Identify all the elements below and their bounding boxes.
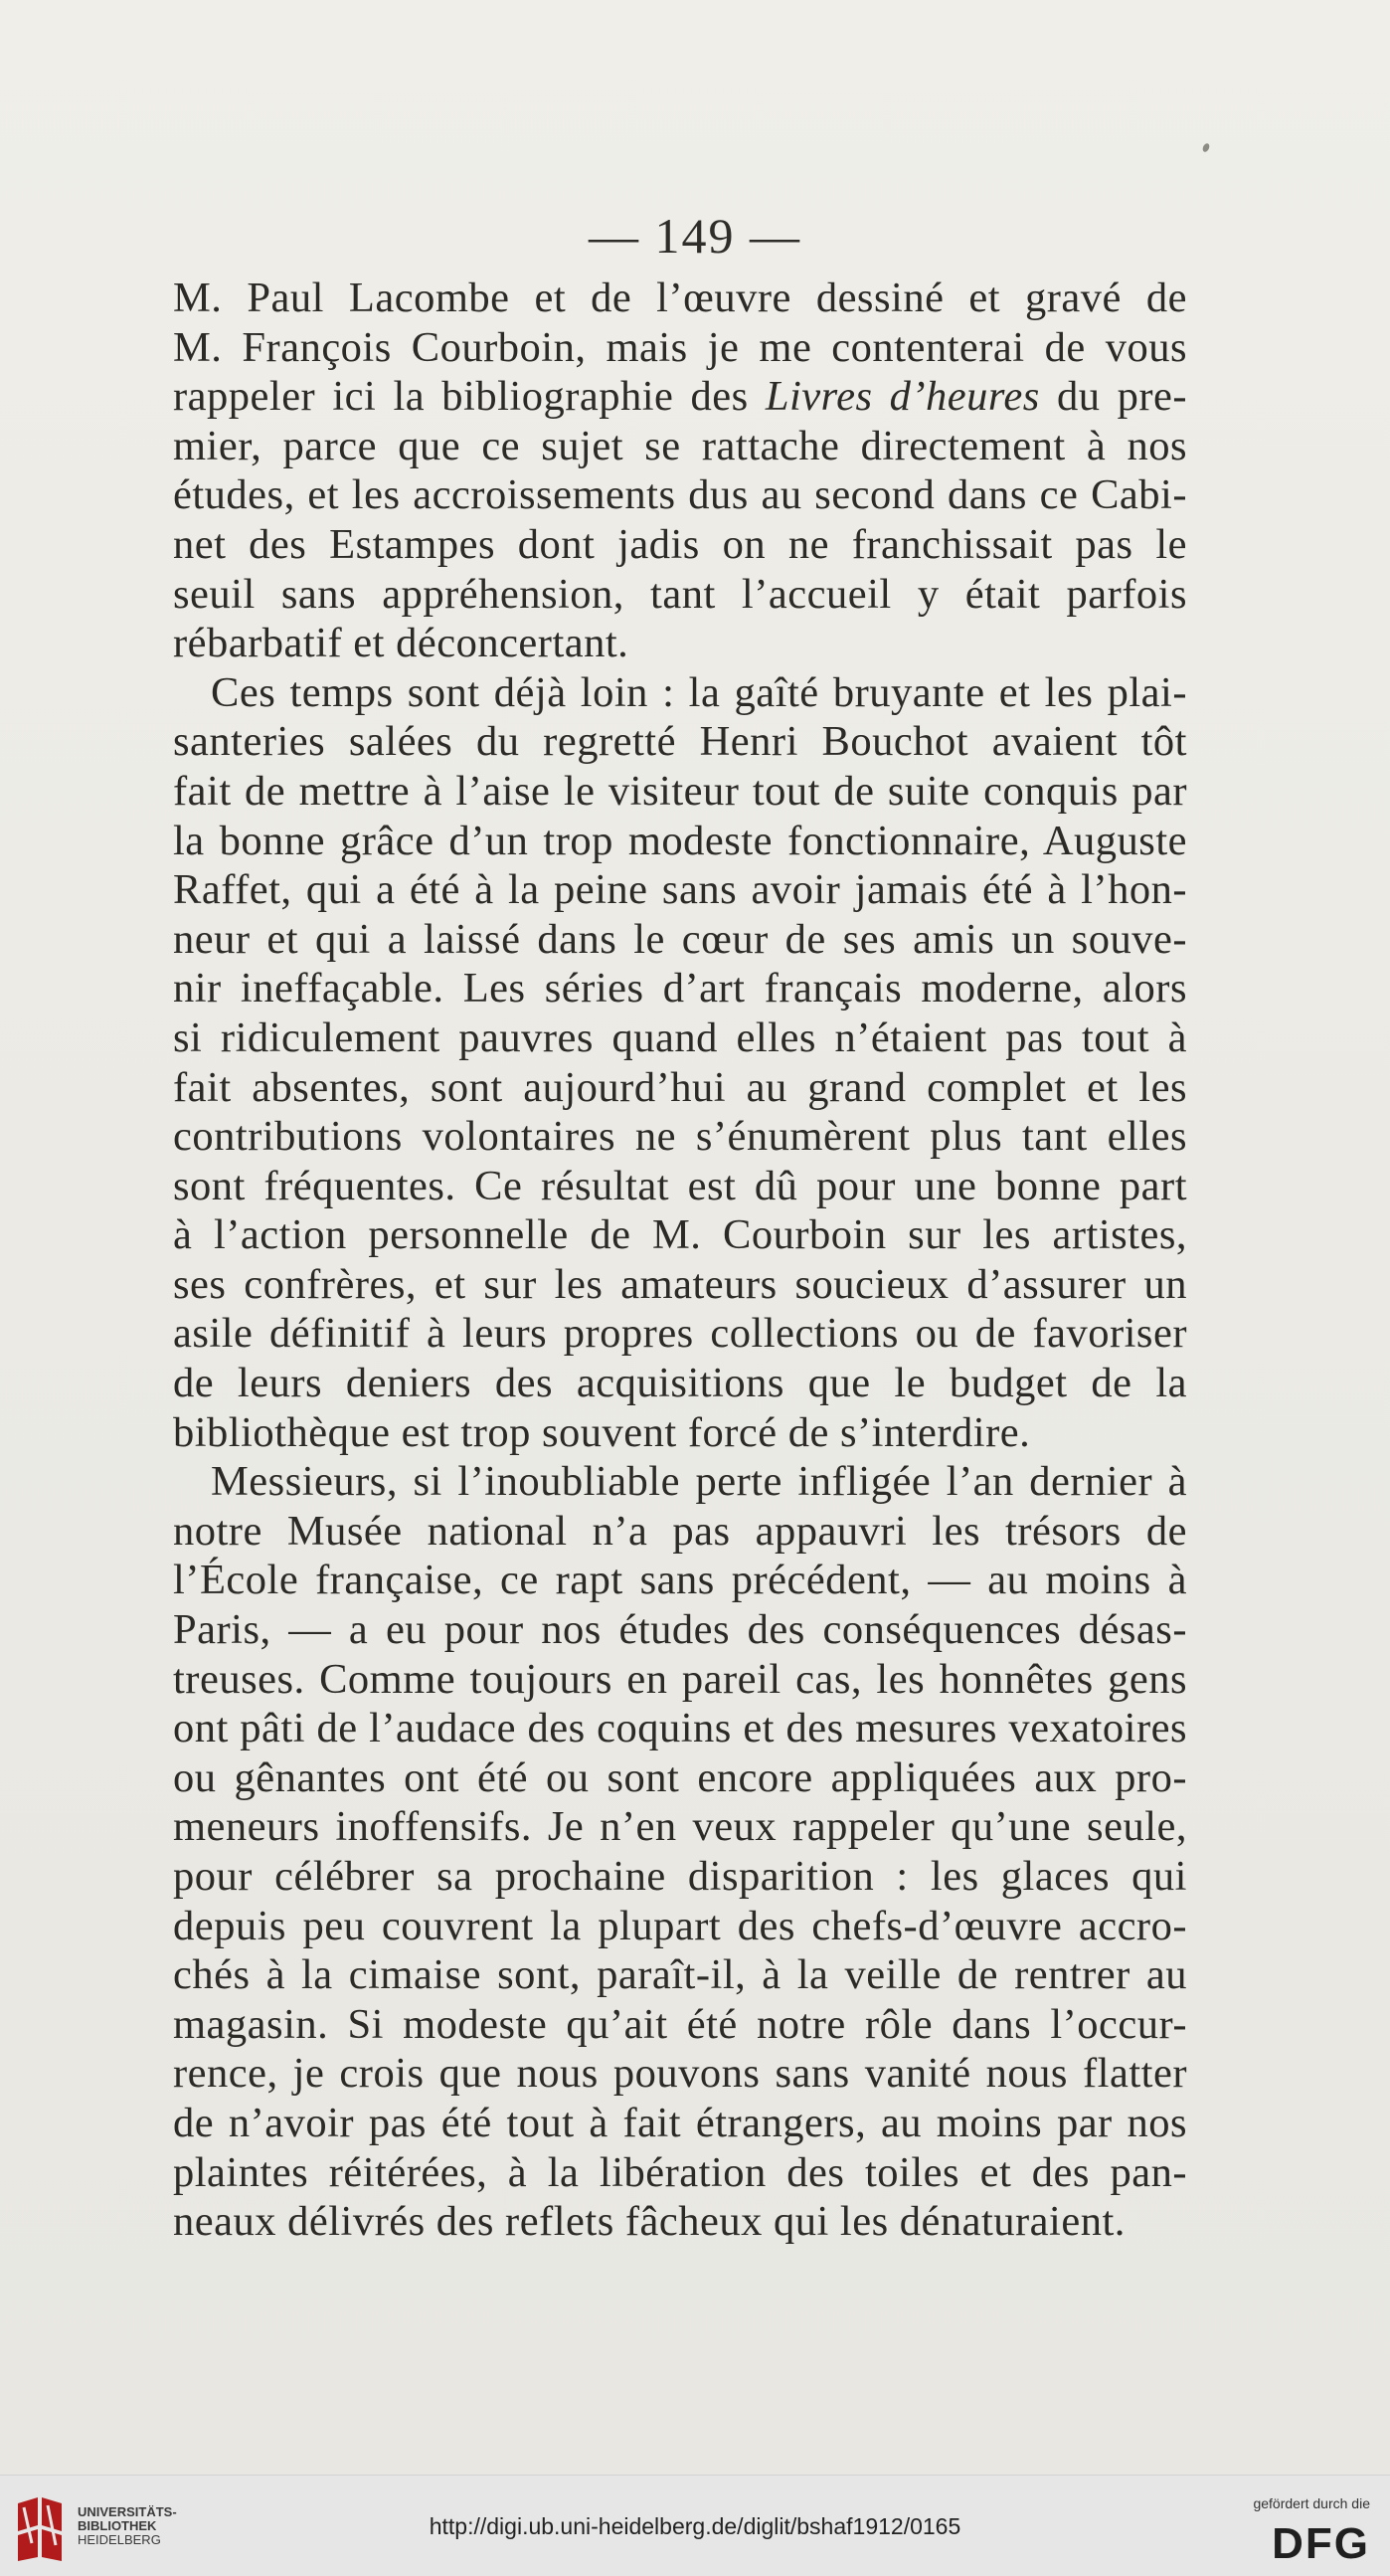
library-name-line: HEIDELBERG bbox=[78, 2532, 161, 2547]
text-line: seuil sans appréhension, tant l’accueil y était parfois bbox=[173, 570, 1187, 618]
sponsor-caption: gefördert durch die bbox=[1253, 2495, 1370, 2511]
body-text bbox=[173, 274, 1187, 2247]
text-line: l’École française, ce rapt sans précédent, — au moins à bbox=[173, 1557, 1187, 1604]
italic-title: Livres d’heures bbox=[765, 373, 1040, 421]
text-line: meneurs inoffensifs. Je n’en veux rappeler qu’une seule, bbox=[173, 1803, 1187, 1851]
text-line: contributions volontaires ne s’énumèrent plus tant elles bbox=[173, 1113, 1187, 1161]
text-line: net des Estampes dont jadis on ne franchissait pas le bbox=[173, 520, 1187, 568]
library-name-line: BIBLIOTHEK bbox=[78, 2518, 157, 2533]
footer-bar bbox=[0, 2475, 1390, 2576]
text-line: ou gênantes ont été ou sont encore appliquées aux pro- bbox=[173, 1753, 1187, 1801]
page-number: — 149 — bbox=[589, 208, 801, 264]
text-line: Messieurs, si l’inoubliable perte infligée l’an dernier à bbox=[211, 1458, 1187, 1506]
text-line: de leurs deniers des acquisitions que le budget de la bbox=[173, 1360, 1187, 1407]
ink-speck bbox=[1201, 142, 1210, 153]
text-line: treuses. Comme toujours en pareil cas, les honnêtes gens bbox=[173, 1655, 1187, 1703]
text-line: si ridiculement pauvres quand elles n’étaient pas tout à bbox=[173, 1013, 1187, 1061]
text-line: magasin. Si modeste qu’ait été notre rôle dans l’occur- bbox=[173, 2000, 1187, 2048]
text-line: mier, parce que ce sujet se rattache directement à nos bbox=[173, 422, 1187, 469]
paragraph-1 bbox=[173, 274, 1187, 668]
dfg-logo: DFG bbox=[1272, 2519, 1370, 2568]
text-line: chés à la cimaise sont, paraît-il, à la veille de rentrer au bbox=[173, 1951, 1187, 1999]
text-line: sont fréquentes. Ce résultat est dû pour une bonne part bbox=[173, 1162, 1187, 1209]
text-line: santeries salées du regretté Henri Bouchot avaient tôt bbox=[173, 718, 1187, 766]
text-line: neaux délivrés des reflets fâcheux qui les dénaturaient. bbox=[173, 2198, 1126, 2246]
text-line: rébarbatif et déconcertant. bbox=[173, 620, 629, 667]
permalink-url[interactable]: http://digi.ub.uni-heidelberg.de/diglit/bshaf1912/0165 bbox=[429, 2513, 961, 2539]
text-line: nir ineffaçable. Les séries d’art français moderne, alors bbox=[173, 965, 1187, 1012]
text-line: la bonne grâce d’un trop modeste fonctionnaire, Auguste bbox=[173, 817, 1187, 864]
text-line: études, et les accroissements dus au second dans ce Cabi- bbox=[173, 471, 1187, 519]
text-line: depuis peu couvrent la plupart des chefs-d’œuvre accro- bbox=[173, 1902, 1187, 1949]
text-line: Raffet, qui a été à la peine sans avoir jamais été à l’hon- bbox=[173, 866, 1187, 914]
paragraph-3 bbox=[173, 1457, 1187, 2247]
text-line: Paris, — a eu pour nos études des conséquences désas- bbox=[173, 1606, 1187, 1654]
text-line: notre Musée national n’a pas appauvri les trésors de bbox=[173, 1507, 1187, 1555]
text-line: ont pâti de l’audace des coquins et des mesures vexatoires bbox=[173, 1705, 1187, 1752]
paragraph-2 bbox=[173, 668, 1187, 1458]
text-line: rence, je crois que nous pouvons sans vanité nous flatter bbox=[173, 2050, 1187, 2098]
library-name-line: UNIVERSITÄTS- bbox=[78, 2504, 177, 2519]
text-line: à l’action personnelle de M. Courboin sur les artistes, bbox=[173, 1211, 1187, 1259]
text-line: M. Paul Lacombe et de l’œuvre dessiné et gravé de bbox=[173, 275, 1187, 321]
text-line: pour célébrer sa prochaine disparition : les glaces qui bbox=[173, 1853, 1187, 1900]
text-line: neur et qui a laissé dans le cœur de ses amis un souve- bbox=[173, 915, 1187, 963]
text-line: plaintes réitérées, à la libération des toiles et des pan- bbox=[173, 2148, 1187, 2196]
text-line: bibliothèque est trop souvent forcé de s’interdire. bbox=[173, 1408, 1031, 1456]
text-line: de n’avoir pas été tout à fait étrangers, au moins par nos bbox=[173, 2099, 1187, 2146]
text-line: asile définitif à leurs propres collections ou de favoriser bbox=[173, 1310, 1187, 1358]
text-line: M. François Courboin, mais je me contenterai de vous bbox=[173, 323, 1187, 371]
text-line: ses confrères, et sur les amateurs soucieux d’assurer un bbox=[173, 1260, 1187, 1308]
text-line: fait absentes, sont aujourd’hui au grand complet et les bbox=[173, 1063, 1187, 1111]
text-line: Ces temps sont déjà loin : la gaîté bruyante et les plai- bbox=[211, 668, 1187, 716]
text-line: fait de mettre à l’aise le visiteur tout de suite conquis par bbox=[173, 767, 1187, 815]
text-line: rappeler ici la bibliographie des Livres d’heures du pre- bbox=[173, 373, 1188, 421]
